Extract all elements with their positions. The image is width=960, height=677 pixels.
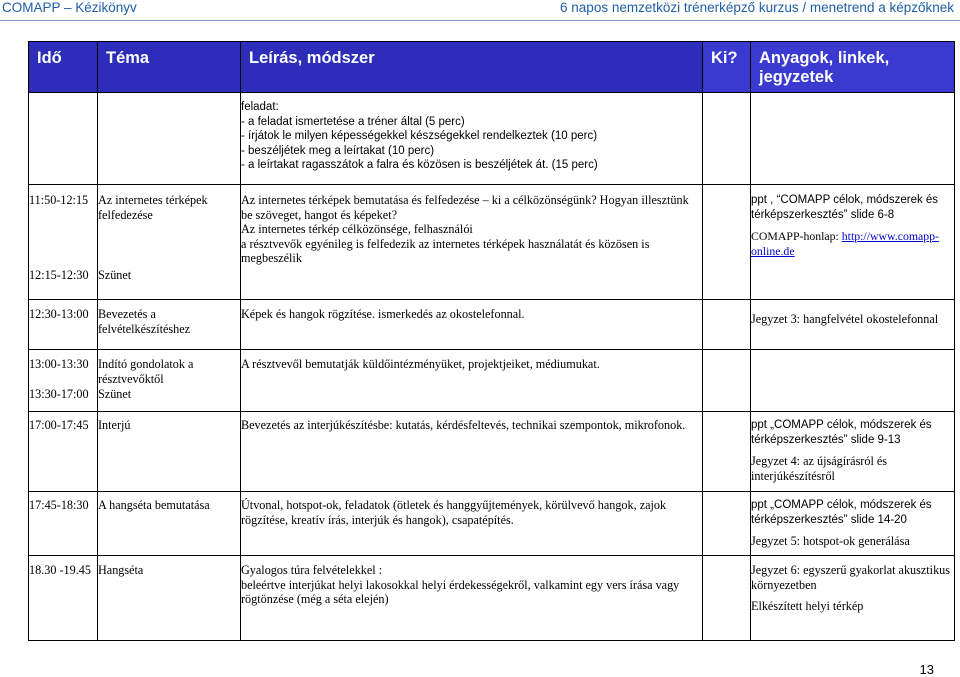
time-cell: 18.30 -19.45	[29, 556, 98, 641]
topic-cell: Interjú	[98, 412, 241, 492]
description-text: Bevezetés az interjúkészítésbe: kutatás, kérdésfeltevés, technikai szempontok, mikrofonok.	[241, 412, 703, 492]
table-row	[29, 93, 955, 185]
col-header-materials: Anyagok, linkek, jegyzetek	[751, 42, 955, 93]
materials-text: Jegyzet 6: egyszerű gyakorlat akusztikus környezetben	[751, 563, 950, 592]
task-line: feladat:	[241, 101, 279, 113]
col-header-who: Ki?	[703, 42, 751, 93]
col-header-topic: Téma	[98, 42, 241, 93]
task-line: - írjátok le milyen képességekkel készségekkel rendelkeztek (10 perc)	[241, 130, 598, 142]
materials-text: ppt „COMAPP célok, módszerek és térképszerkesztés” slide 9-13	[751, 419, 932, 446]
description-text: Az internetes térkép célközönsége, felhasználói	[241, 222, 473, 236]
topic-cell: Szünet	[98, 268, 132, 282]
time-cell: 13:00-13:30	[29, 357, 89, 371]
time-cell: 13:30-17:00	[29, 386, 89, 401]
time-cell: 11:50-12:15	[29, 193, 89, 207]
description-text: Gyalogos túra felvételekkel :	[241, 563, 383, 577]
task-description-cell	[241, 93, 703, 185]
materials-text: Jegyzet 3: hangfelvétel okostelefonnal	[751, 300, 955, 350]
col-header-time: Idő	[29, 42, 98, 93]
task-line: - beszéljétek meg a leírtakat (10 perc)	[241, 144, 435, 157]
table-row	[29, 300, 955, 350]
header-rule	[0, 20, 960, 21]
table-row	[29, 556, 955, 641]
time-cell: 12:15-12:30	[29, 267, 89, 282]
time-cell: 17:45-18:30	[29, 492, 98, 556]
table-row	[29, 412, 955, 492]
time-cell: 12:30-13:00	[29, 300, 98, 350]
topic-cell: Hangséta	[98, 556, 241, 641]
description-text: A résztvevől bemutatják küldőintézményüket, projektjeiket, médiumukat.	[241, 350, 703, 412]
task-line: - a feladat ismertetése a tréner által (5 perc)	[241, 115, 465, 128]
table-row	[29, 185, 955, 300]
materials-text: COMAPP-honlap:	[751, 229, 842, 243]
running-header	[0, 0, 960, 18]
topic-cell: Az internetes térképek felfedezése	[98, 193, 208, 222]
page-number: 13	[919, 662, 934, 677]
header-left-title: COMAPP – Kézikönyv	[2, 0, 137, 15]
materials-text: Jegyzet 5: hotspot-ok generálása	[751, 534, 910, 548]
description-text: Az internetes térképek bemutatása és felfedezése – ki a célközönségünk? Hogyan illesztünk be szöveget, hangot és képeket?	[241, 193, 689, 222]
table-row	[29, 492, 955, 556]
time-cell: 17:00-17:45	[29, 412, 98, 492]
description-text: Útvonal, hotspot-ok, feladatok (ötletek és hanggyűjtemények, körülvevő hangok, zajok rögzítése, kreatív írás, interjúk és hangok), csapatépítés.	[241, 492, 703, 556]
table-row	[29, 350, 955, 412]
materials-text: Jegyzet 4: az újságírásról és interjúkészítésről	[751, 454, 888, 483]
topic-cell: Bevezetés a felvételkészítéshez	[98, 300, 241, 350]
description-text: Képek és hangok rögzítése. ismerkedés az okostelefonnal.	[241, 300, 703, 350]
col-header-method: Leírás, módszer	[241, 42, 703, 93]
materials-text: Elkészített helyi térkép	[751, 599, 864, 613]
materials-text: ppt , “COMAPP célok, módszerek és térképszerkesztés” slide 6-8	[751, 194, 939, 221]
description-text: beleértve interjúkat helyi lakosokkal helyi érdekességekről, valkamint egy vers írása vagy rögtönzése (még a séta elején)	[241, 577, 680, 606]
task-line: - a leírtakat ragasszátok a falra és közösen is beszéljétek át. (15 perc)	[241, 159, 598, 171]
description-text: a résztvevők egyénileg is felfedezik az internetes térképek használatát és közösen is megbeszélik	[241, 236, 650, 265]
topic-cell: Indító gondolatok a résztvevőktől	[98, 357, 194, 386]
topic-cell: A hangséta bemutatása	[98, 492, 241, 556]
table-header-row	[29, 42, 955, 93]
topic-cell: Szünet	[98, 387, 132, 401]
materials-text: ppt „COMAPP célok, módszerek és térképszerkesztés” slide 14-20	[751, 499, 932, 526]
header-right-title: 6 napos nemzetközi trénerképző kurzus / menetrend a képzőknek	[560, 0, 954, 15]
comapp-website-link[interactable]: http://www.comapp-online.de	[751, 229, 939, 258]
schedule-table	[28, 41, 955, 641]
